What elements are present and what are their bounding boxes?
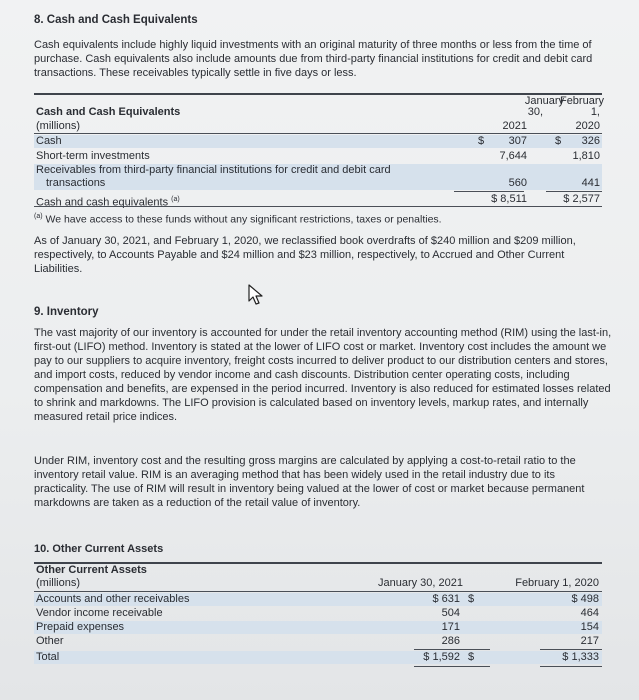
table-row <box>34 635 602 648</box>
row-value-2021: $ 8,511 <box>491 193 527 205</box>
row-value-2020: $ 2,577 <box>563 193 600 205</box>
row-currency-2: $ <box>555 135 562 147</box>
row-label <box>36 193 180 210</box>
total-rule <box>540 666 602 667</box>
row-label: Vendor income receivable <box>36 607 163 619</box>
table-row <box>34 135 602 148</box>
footnote-ref: (a) <box>171 196 180 203</box>
row-value-2021: $ 1,592 <box>423 651 460 663</box>
row-currency: $ <box>468 651 475 663</box>
row-label: Accounts and other receivables <box>36 593 190 605</box>
col1-header: January 30, 2021 <box>377 577 463 589</box>
section-9-para-1: The vast majority of our inventory is accounted for under the retail inventory accounting method (RIM) using the last-in, first-out (LIFO) method. Inventory is stated at the lower of LIFO cost or market. Inventory cost includes the amount we pay to our suppliers to acquire inventory, freight costs incurred to deliver product to our distribution centers and stores, and import costs, reduced by vendor income and cash discounts. Distribution center operating costs, including compensation and benefits, are expensed in the period incurred. Inventory is also reduced for estimated losses related to shrink and markdowns. The LIFO provision is calculated based on inventory levels, markup rates, and internally measured retail price indices. <box>34 327 612 423</box>
col2-header-line1: February <box>559 95 604 107</box>
table-row <box>34 164 602 190</box>
row-value-2020: $ 498 <box>571 593 599 605</box>
row-value-2021: 171 <box>441 621 460 633</box>
row-value-2020: 464 <box>580 607 599 619</box>
table-row <box>34 621 602 634</box>
table-row <box>34 607 602 620</box>
row-value-2021: 504 <box>441 607 460 619</box>
header-rule <box>34 591 602 592</box>
section-8-reclass: As of January 30, 2021, and February 1, 2020, we reclassified book overdrafts of $240 million and $209 million, respectively, to Accounts Payable and $24 million and $23 million, respectively, to Accrued and Other Current Liabilities. <box>34 235 576 275</box>
row-label: Receivables from third-party financial institutions for credit and debit card <box>36 164 391 176</box>
row-value-2020: 154 <box>580 621 599 633</box>
row-label-cont: transactions <box>46 177 106 189</box>
row-value-2020: 1,810 <box>572 150 600 162</box>
footnote-text: We have access to these funds without any significant restrictions, taxes or penalties. <box>45 213 442 226</box>
subtotal-rule <box>546 191 602 192</box>
table-row <box>34 593 602 606</box>
table-title: Cash and Cash Equivalents <box>36 106 181 118</box>
section-8-heading: 8. Cash and Cash Equivalents <box>34 14 198 26</box>
row-value-2020: 326 <box>581 135 600 147</box>
row-value-2020: 217 <box>580 635 599 647</box>
row-label: Cash <box>36 135 62 147</box>
row-value-2021: 307 <box>508 135 527 147</box>
table-units: (millions) <box>36 577 80 589</box>
section-8-intro: Cash equivalents include highly liquid investments with an original maturity of three months or less from the time of purchase. Cash equivalents also include amounts due from third-party financial institutions for credit and debit card transactions. These receivables typically settle in five days or less. <box>34 39 593 79</box>
row-label-text: Cash and cash equivalents <box>36 196 169 209</box>
subtotal-rule <box>540 649 602 650</box>
section-9-para-2: Under RIM, inventory cost and the resulting gross margins are calculated by applying a cost-to-retail ratio to the inventory retail value. RIM is an averaging method that has been widely used in the retail industry due to its practicality. The use of RIM will result in inventory being valued at the lower of cost or market because permanent markdowns are taken as a reduction of the retail value of inventory. <box>34 455 585 509</box>
table-row <box>34 651 602 664</box>
section-10-heading: 10. Other Current Assets <box>34 543 164 555</box>
row-label: Prepaid expenses <box>36 621 125 633</box>
row-value-2021: 286 <box>441 635 460 647</box>
subtotal-rule <box>414 649 490 650</box>
row-value-2021: 560 <box>508 177 527 189</box>
row-currency: $ <box>468 593 475 605</box>
table-bottom-rule <box>34 206 602 207</box>
row-currency-1: $ <box>478 135 485 147</box>
footnote-marker: (a) <box>34 213 43 220</box>
total-rule <box>414 666 490 667</box>
col2-header-line2: 1, <box>590 106 600 118</box>
mouse-pointer-icon <box>248 284 264 306</box>
table-row <box>34 193 602 209</box>
table-units: (millions) <box>36 120 80 132</box>
section-9-heading: 9. Inventory <box>34 306 99 318</box>
row-value-2020: 441 <box>581 177 600 189</box>
col2-header: February 1, 2020 <box>515 577 599 589</box>
table-row <box>34 150 602 163</box>
row-label: Short-term investments <box>36 150 150 162</box>
header-rule <box>34 133 602 134</box>
row-value-2020: $ 1,333 <box>562 651 599 663</box>
col1-header-line1: January <box>524 95 564 107</box>
table-title: Other Current Assets <box>36 564 147 576</box>
col1-header-line3: 2021 <box>502 120 527 132</box>
subtotal-rule <box>454 191 524 192</box>
col1-header-line2: 30, <box>527 106 543 118</box>
col2-header-line3: 2020 <box>575 120 600 132</box>
row-value-2021: 7,644 <box>499 150 527 162</box>
row-value-2021: $ 631 <box>432 593 460 605</box>
row-label: Total <box>36 651 60 663</box>
row-label: Other <box>36 635 64 647</box>
section-8-footnote <box>34 210 612 227</box>
